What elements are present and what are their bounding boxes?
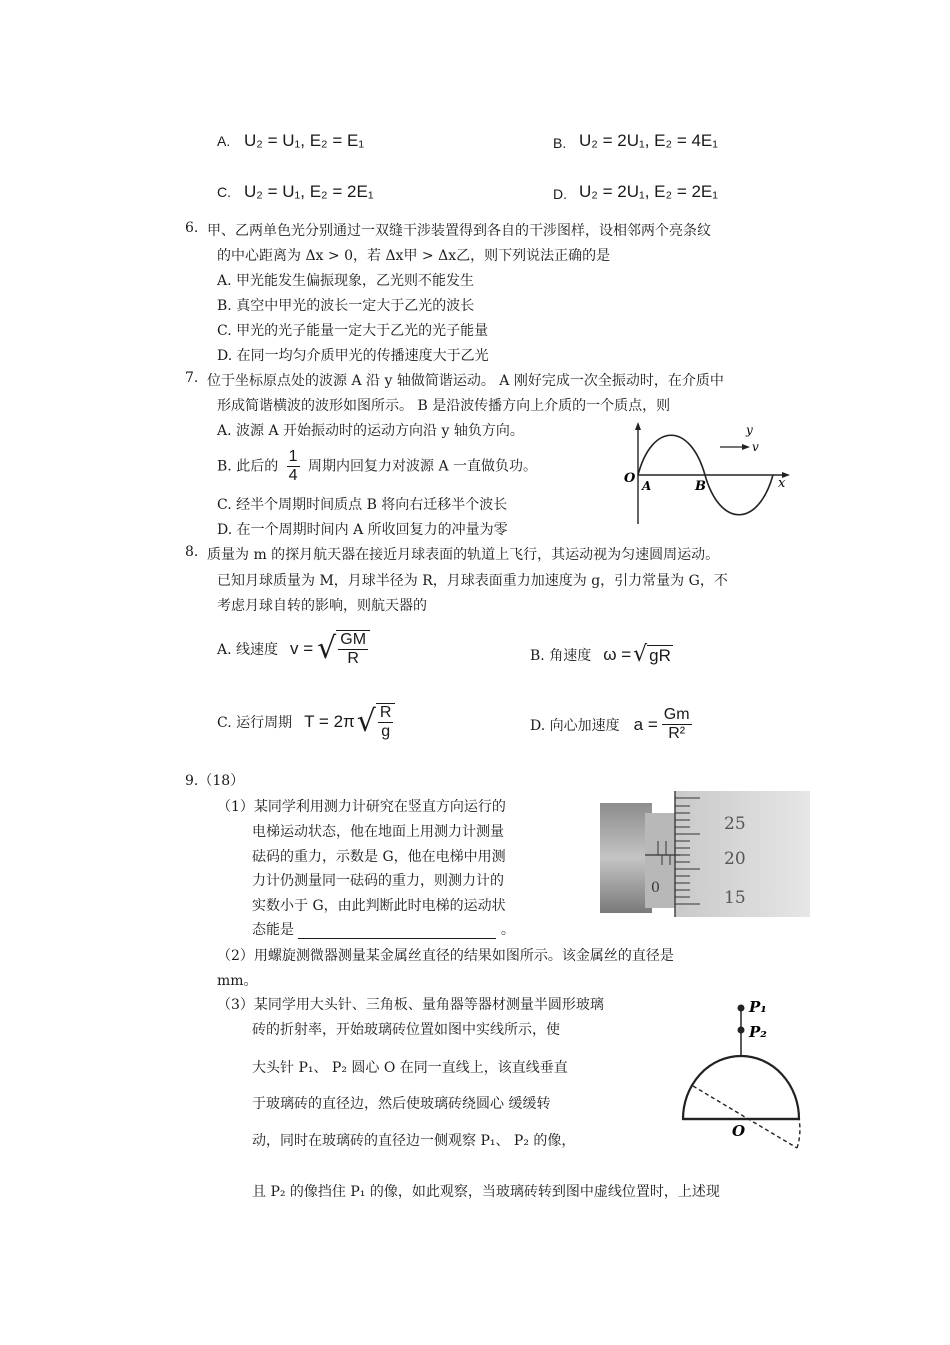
q7-wave-diagram	[620, 420, 795, 525]
q5-option-a-equation: U₂ = U₁, E₂ = E₁	[244, 131, 365, 150]
q8-option-c-label: C. 运行周期	[217, 715, 293, 731]
q6-option-d: D. 在同一均匀介质甲光的传播速度大于乙光	[217, 348, 489, 364]
micrometer-tick-20: 20	[724, 849, 746, 869]
q7-option-b-suffix: 周期内回复力对波源 A 一直做负功。	[308, 458, 538, 475]
q8-option-b-label: B. 角速度	[530, 648, 592, 664]
q7-number: 7.	[185, 370, 199, 386]
q8-stem-line2: 已知月球质量为 M，月球半径为 R，月球表面重力加速度为 g，引力常量为 G，不	[217, 573, 728, 589]
q9-part1-line4: 力计仍测量同一砝码的重力，则测力计的	[252, 873, 504, 889]
q9-part2-line1: （2）用螺旋测微器测量某金属丝直径的结果如图所示。该金属丝的直径是	[217, 948, 674, 964]
pin-p2	[738, 1027, 745, 1034]
q5-option-c-label: C.	[217, 184, 231, 200]
q8-option-b-sqrt: √ gR	[633, 642, 671, 667]
q8-option-a	[217, 630, 370, 668]
q7-y-axis-arrow	[635, 422, 641, 430]
q7-option-c: C. 经半个周期时间质点 B 将向右迁移半个波长	[217, 497, 508, 513]
q9-part3-line2: 砖的折射率，开始玻璃砖位置如图中实线所示，使	[252, 1022, 560, 1038]
q9-part3-line1: （3）某同学用大头针、三角板、量角器等器材测量半圆形玻璃	[217, 997, 604, 1013]
q6-number: 6.	[185, 220, 199, 236]
q7-axis-label-y: y	[746, 423, 753, 437]
q7-point-b-label: B	[695, 479, 706, 494]
center-o-label: O	[732, 1122, 746, 1140]
q6-option-c: C. 甲光的光子能量一定大于乙光的光子能量	[217, 323, 489, 339]
q7-option-a: A. 波源 A 开始振动时的运动方向沿 y 轴负方向。	[217, 423, 524, 439]
q7-option-d: D. 在一个周期时间内 A 所收回复力的冲量为零	[217, 522, 508, 538]
q8-option-a-denominator: R	[347, 650, 359, 667]
q8-number: 8.	[185, 544, 199, 560]
glass-brick-diagram	[675, 990, 815, 1162]
q5-option-a-label: A.	[217, 133, 231, 149]
q9-part3-line6: 且 P₂ 的像挡住 P₁ 的像，如此观察，当玻璃砖转到图中虚线位置时，上述现	[252, 1184, 720, 1200]
glass-brick-solid	[683, 1056, 799, 1119]
q9-part1-line6	[252, 919, 515, 939]
q8-stem-line3: 考虑月球自转的影响，则航天器的	[217, 598, 427, 614]
q7-origin-label: O	[624, 471, 636, 486]
q9-part1-line2: 电梯运动状态，他在地面上用测力计测量	[252, 824, 504, 840]
q5-option-d-equation: U₂ = 2U₁, E₂ = 2E₁	[579, 182, 719, 201]
q8-option-b-lhs: ω =	[603, 645, 632, 664]
pin-p1	[738, 1005, 745, 1012]
q7-fraction-denominator: 4	[288, 467, 298, 484]
micrometer-sleeve-tick-0: 0	[651, 880, 660, 896]
q7-axis-label-x: x	[778, 476, 786, 491]
q9-part3-line4: 于玻璃砖的直径边，然后使玻璃砖绕圆心 缓缓转	[252, 1096, 551, 1112]
q6-option-b: B. 真空中甲光的波长一定大于乙光的波长	[217, 298, 475, 314]
q8-option-c-numerator: R	[379, 704, 392, 721]
q9-number: 9.（18）	[185, 773, 245, 789]
q8-option-d-denominator: R²	[668, 725, 686, 742]
q7-option-b	[217, 448, 537, 485]
q8-option-c	[217, 703, 395, 741]
q5-option-d-label: D.	[553, 186, 567, 202]
q8-option-a-label: A. 线速度	[217, 642, 279, 658]
micrometer-tick-15: 15	[724, 888, 746, 908]
q7-stem-line2: 形成简谐横波的波形如图所示。 B 是沿波传播方向上介质的一个质点，则	[217, 398, 671, 414]
micrometer-frame	[600, 803, 652, 913]
q9-part2-line2: mm。	[217, 973, 258, 989]
q9-part1-line6-text: 态能是	[252, 922, 294, 938]
q9-part1-end: 。	[500, 922, 515, 938]
q9-part3-line3: 大头针 P₁、 P₂ 圆心 O 在同一直线上，该直线垂直	[252, 1060, 568, 1076]
q5-option-c-equation: U₂ = U₁, E₂ = 2E₁	[244, 182, 374, 201]
q8-option-a-numerator: GM	[340, 631, 367, 648]
pin-p2-label: P₂	[749, 1023, 767, 1041]
q9-part3-line5: 动，同时在玻璃砖的直径边一侧观察 P₁、 P₂ 的像，	[252, 1133, 576, 1149]
q8-option-c-sqrt: √ $\frac{R}{g}$	[357, 703, 396, 741]
q6-stem-line2: 的中心距离为 Δx > 0，若 Δx甲 > Δx乙，则下列说法正确的是	[217, 248, 611, 264]
q5-option-b-equation: U₂ = 2U₁, E₂ = 4E₁	[579, 131, 719, 150]
q9-part1-line1: （1）某同学利用测力计研究在竖直方向运行的	[217, 799, 506, 815]
q8-option-d-fraction	[662, 706, 692, 743]
q9-part1-line3: 砝码的重力，示数是 G，他在电梯中用测	[252, 849, 506, 865]
q8-option-b-radicand: gR	[649, 645, 671, 665]
q8-option-a-sqrt: √ $\frac{GM}{R}$	[317, 630, 370, 668]
rotated-arc-dashed	[797, 1119, 800, 1148]
q8-option-d	[530, 706, 692, 743]
q7-option-b-prefix: B. 此后的	[217, 458, 279, 475]
micrometer-tick-25: 25	[724, 814, 746, 834]
q7-fraction-numerator: 1	[288, 448, 298, 465]
q8-stem-line1: 质量为 m 的探月航天器在接近月球表面的轨道上飞行，其运动视为匀速圆周运动。	[207, 547, 720, 563]
q8-option-d-label: D. 向心加速度	[530, 717, 620, 734]
q8-option-b	[530, 644, 673, 666]
q8-option-d-numerator: Gm	[663, 706, 690, 723]
q7-velocity-arrowhead	[742, 444, 750, 450]
q8-option-c-denominator: g	[381, 723, 391, 740]
q9-part1-line5: 实数小于 G，由此判断此时电梯的运动状	[252, 898, 506, 914]
q7-quarter-fraction	[287, 448, 300, 485]
q7-point-a-label: A	[642, 479, 652, 493]
q7-velocity-label: v	[752, 440, 759, 454]
pin-p1-label: P₁	[749, 998, 767, 1016]
q8-option-c-lhs: T = 2π	[304, 712, 355, 731]
q8-option-d-lhs: a =	[633, 714, 658, 734]
q6-option-a: A. 甲光能发生偏振现象，乙光则不能发生	[217, 273, 475, 289]
q9-part1-answer-blank[interactable]	[298, 924, 496, 939]
q6-stem-line1: 甲、乙两单色光分别通过一双缝干涉装置得到各自的干涉图样，设相邻两个亮条纹	[207, 223, 711, 239]
q5-option-b-label: B.	[553, 135, 567, 151]
micrometer-image	[600, 791, 810, 917]
q7-stem-line1: 位于坐标原点处的波源 A 沿 y 轴做简谐运动。 A 刚好完成一次全振动时，在介质中	[207, 373, 724, 389]
q8-option-a-lhs: v =	[290, 639, 314, 658]
